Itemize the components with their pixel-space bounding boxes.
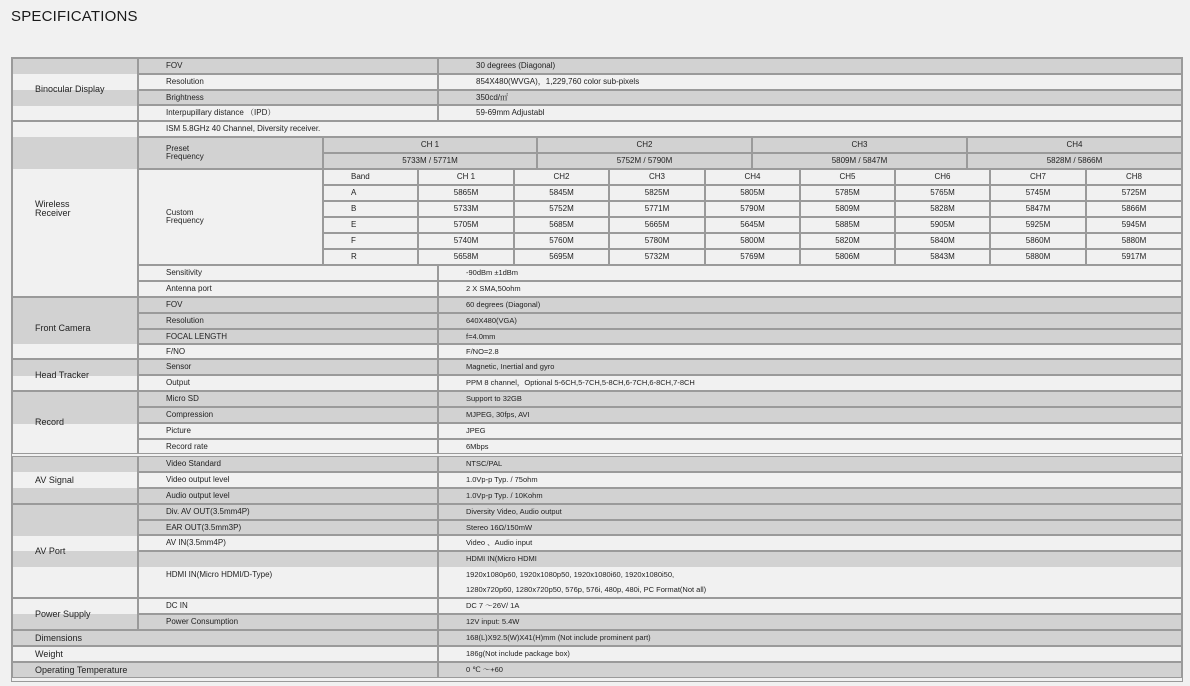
av-signal-spec-name: Video output level [138,472,438,488]
head-tracker-spec-value: Magnetic, Inertial and gyro [438,359,1182,375]
binocular-spec-value: 59-69mm Adjustabl [438,105,1182,121]
preset-channel-header: CH3 [752,137,967,153]
preset-channel-header: CH 1 [323,137,537,153]
record-spec-name: Micro SD [138,391,438,407]
av-port-spec-name: AV IN(3.5mm4P) [138,535,438,551]
binocular-spec-name: Interpupillary distance （IPD） [138,105,438,121]
sensitivity-name: Sensitivity [138,265,438,281]
preset-frequency-label-line: Preset [166,144,190,153]
band-frequency: 5806M [800,249,895,265]
front-camera-spec-name: F/NO [138,344,438,359]
band-frequency: 5705M [418,217,514,233]
binocular-display-label: Binocular Display [12,58,138,121]
custom-frequency-label-line: Custom [166,208,194,217]
band-frequency: 5840M [895,233,990,249]
hdmi-in-value-line: HDMI IN(Micro HDMI [466,554,537,564]
band-name: A [323,185,418,201]
binocular-spec-value: 350cd/㎡ [438,90,1182,105]
band-frequency: 5725M [1086,185,1182,201]
front-camera-spec-value: 60 degrees (Diagonal) [438,297,1182,313]
custom-table-header: CH8 [1086,169,1182,185]
band-frequency: 5847M [990,201,1086,217]
band-frequency: 5880M [1086,233,1182,249]
band-frequency: 5945M [1086,217,1182,233]
band-name: B [323,201,418,217]
custom-frequency-label-line: Frequency [166,216,204,225]
wireless-receiver-label-line: Receiver [35,208,71,218]
power-supply-spec-value: DC 7 ～26V/ 1A [438,598,1182,614]
av-signal-spec-value: NTSC/PAL [438,456,1182,472]
band-frequency: 5917M [1086,249,1182,265]
band-frequency: 5732M [609,249,705,265]
band-name: F [323,233,418,249]
av-signal-spec-value: 1.0Vp-p Typ. / 75ohm [438,472,1182,488]
custom-table-header: CH3 [609,169,705,185]
band-frequency: 5780M [609,233,705,249]
preset-channel-frequency: 5752M / 5790M [537,153,752,169]
band-frequency: 5658M [418,249,514,265]
operating-temperature-value: 0 ℃ ～+60 [438,662,1182,678]
weight-value: 186g(Not include package box) [438,646,1182,662]
preset-channel-frequency: 5828M / 5866M [967,153,1182,169]
band-frequency: 5765M [895,185,990,201]
record-spec-value: 6Mbps [438,439,1182,454]
binocular-spec-value: 854X480(WVGA)，1,229,760 color sub-pixels [438,74,1182,90]
record-spec-value: MJPEG, 30fps, AVI [438,407,1182,423]
band-name: R [323,249,418,265]
band-frequency: 5760M [514,233,609,249]
custom-table-header: CH5 [800,169,895,185]
preset-channel-frequency: 5733M / 5771M [323,153,537,169]
av-signal-spec-value: 1.0Vp-p Typ. / 10Kohm [438,488,1182,504]
av-port-spec-value: Stereo 16Ω/150mW [438,520,1182,535]
band-name: E [323,217,418,233]
custom-table-header: Band [323,169,418,185]
preset-channel-header: CH2 [537,137,752,153]
preset-frequency-label-line: Frequency [166,152,204,161]
custom-frequency-label [138,169,323,265]
band-frequency: 5733M [418,201,514,217]
av-signal-spec-name: Audio output level [138,488,438,504]
preset-channel-header: CH4 [967,137,1182,153]
record-spec-value: Support to 32GB [438,391,1182,407]
av-port-spec-value: Diversity Video, Audio output [438,504,1182,520]
custom-table-header: CH2 [514,169,609,185]
band-frequency: 5825M [609,185,705,201]
custom-table-header: CH6 [895,169,990,185]
band-frequency: 5845M [514,185,609,201]
band-frequency: 5665M [609,217,705,233]
band-frequency: 5865M [418,185,514,201]
head-tracker-spec-value: PPM 8 channel，Optional 5-6CH,5-7CH,5-8CH,6-7CH,6-8CH,7-8CH [438,375,1182,391]
operating-temperature-label: Operating Temperature [12,662,438,678]
power-supply-spec-name: DC IN [138,598,438,614]
page-title: SPECIFICATIONS [11,8,138,25]
front-camera-spec-value: 640X480(VGA) [438,313,1182,329]
custom-table-header: CH 1 [418,169,514,185]
band-frequency: 5785M [800,185,895,201]
band-frequency: 5880M [990,249,1086,265]
binocular-spec-name: Brightness [138,90,438,105]
band-frequency: 5685M [514,217,609,233]
band-frequency: 5809M [800,201,895,217]
specifications-table [11,57,1183,682]
hdmi-in-value-line: 1280x720p60, 1280x720p50, 576p, 576i, 480p, 480i, PC Format(Not all) [466,585,707,595]
band-frequency: 5805M [705,185,800,201]
hdmi-in-name: HDMI IN(Micro HDMI/D-Type) [138,551,438,598]
custom-table-header: CH4 [705,169,800,185]
antenna-port-value: 2 X SMA,50ohm [438,281,1182,297]
record-spec-value: JPEG [438,423,1182,439]
band-frequency: 5745M [990,185,1086,201]
binocular-spec-value: 30 degrees (Diagonal) [438,58,1182,74]
band-frequency: 5885M [800,217,895,233]
preset-frequency-label [138,137,323,169]
av-port-spec-name: Div. AV OUT(3.5mm4P) [138,504,438,520]
av-signal-label: AV Signal [12,456,138,504]
wireless-receiver-label [12,121,138,297]
record-spec-name: Compression [138,407,438,423]
band-frequency: 5752M [514,201,609,217]
band-frequency: 5771M [609,201,705,217]
head-tracker-spec-name: Sensor [138,359,438,375]
band-frequency: 5645M [705,217,800,233]
band-frequency: 5695M [514,249,609,265]
record-spec-name: Record rate [138,439,438,454]
av-port-spec-value: Video 、Audio input [438,535,1182,551]
av-port-spec-name: EAR OUT(3.5mm3P) [138,520,438,535]
band-frequency: 5905M [895,217,990,233]
front-camera-spec-value: F/NO=2.8 [438,344,1182,359]
band-frequency: 5843M [895,249,990,265]
band-frequency: 5740M [418,233,514,249]
band-frequency: 5790M [705,201,800,217]
preset-channel-frequency: 5809M / 5847M [752,153,967,169]
custom-table-header: CH7 [990,169,1086,185]
front-camera-spec-name: FOV [138,297,438,313]
front-camera-label: Front Camera [12,297,138,359]
band-frequency: 5769M [705,249,800,265]
band-frequency: 5820M [800,233,895,249]
hdmi-in-value [438,551,1182,598]
band-frequency: 5860M [990,233,1086,249]
band-frequency: 5866M [1086,201,1182,217]
front-camera-spec-name: Resolution [138,313,438,329]
front-camera-spec-name: FOCAL LENGTH [138,329,438,344]
band-frequency: 5828M [895,201,990,217]
record-label: Record [12,391,138,454]
antenna-port-name: Antenna port [138,281,438,297]
power-supply-spec-value: 12V input: 5.4W [438,614,1182,630]
av-signal-spec-name: Video Standard [138,456,438,472]
front-camera-spec-value: f=4.0mm [438,329,1182,344]
dimensions-value: 168(L)X92.5(W)X41(H)mm (Not include prominent part) [438,630,1182,646]
power-supply-spec-name: Power Consumption [138,614,438,630]
record-spec-name: Picture [138,423,438,439]
dimensions-label: Dimensions [12,630,438,646]
av-port-label: AV Port [12,504,138,598]
binocular-spec-name: FOV [138,58,438,74]
binocular-spec-name: Resolution [138,74,438,90]
power-supply-label: Power Supply [12,598,138,630]
head-tracker-label: Head Tracker [12,359,138,391]
head-tracker-spec-name: Output [138,375,438,391]
hdmi-in-value-line: 1920x1080p60, 1920x1080p50, 1920x1080i60, 1920x1080i50, [466,569,675,579]
band-frequency: 5925M [990,217,1086,233]
wireless-receiver-label-line: Wireless [35,199,70,209]
band-frequency: 5800M [705,233,800,249]
weight-label: Weight [12,646,438,662]
ism-band-info: ISM 5.8GHz 40 Channel, Diversity receiver. [138,121,1182,137]
sensitivity-value: -90dBm ±1dBm [438,265,1182,281]
